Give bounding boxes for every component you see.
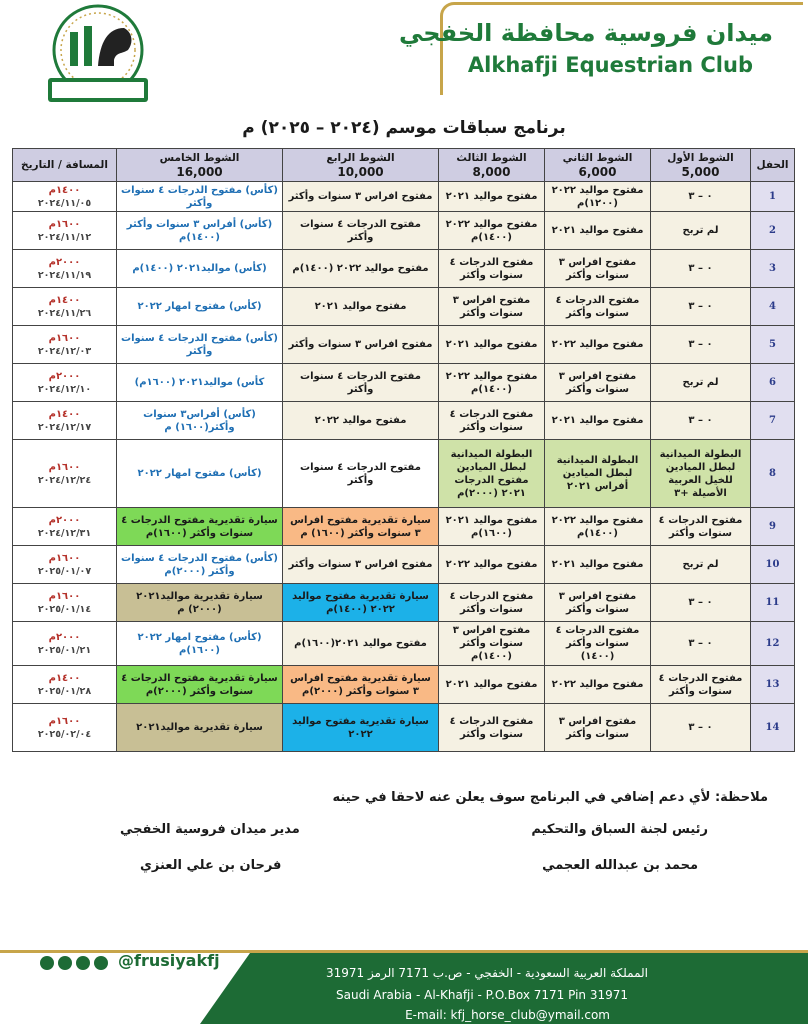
race-4-cell: مفتوح مواليد ٢٠٢١	[283, 288, 439, 326]
race-1-cell: ٠ – ٣	[651, 250, 751, 288]
race-5-cell: سيارة تقديرية مفتوح الدرجات ٤ سنوات وأكثر (٢٠٠٠)م	[117, 666, 283, 704]
table-row	[13, 584, 795, 622]
distance-date-cell	[13, 364, 117, 402]
race-distance: ١٦٠٠م	[48, 218, 81, 230]
race-date: ٢٠٢٥/٠١/٢٨	[37, 685, 92, 697]
race-date: ٢٠٢٤/١١/٠٥	[37, 197, 92, 209]
race-2-cell: مفتوح مواليد ٢٠٢٢ (١٢٠٠)م	[545, 182, 651, 212]
race-distance: ١٦٠٠م	[48, 715, 81, 727]
race-5-cell: (كأس) أفراس٣ سنوات وأكثر(١٦٠٠) م	[117, 402, 283, 440]
race-3-cell: مفتوح مواليد ٢٠٢٢ (١٤٠٠)م	[439, 364, 545, 402]
page-header	[0, 0, 808, 112]
race-2-cell: مفتوح مواليد ٢٠٢١	[545, 546, 651, 584]
race-distance: ١٦٠٠م	[48, 461, 81, 473]
race-2-cell: مفتوح مواليد ٢٠٢١	[545, 402, 651, 440]
race-distance: ١٤٠٠م	[48, 184, 81, 196]
race-3-cell: مفتوح مواليد ٢٠٢١ (١٦٠٠)م	[439, 508, 545, 546]
race-5-cell: (كأس) مواليد٢٠٢١ (١٤٠٠)م	[117, 250, 283, 288]
club-logo	[40, 2, 156, 108]
twitter-icon[interactable]	[58, 956, 72, 970]
race-1-cell: مفتوح الدرجات ٤ سنوات وأكثر	[651, 508, 751, 546]
race-4-cell: سيارة تقديرية مفتوح مواليد ٢٠٢٢ (١٤٠٠)م	[283, 584, 439, 622]
table-row	[13, 402, 795, 440]
race-2-cell: مفتوح مواليد ٢٠٢٢	[545, 666, 651, 704]
header-race-2: الشوط الثاني 6,000	[545, 149, 651, 182]
distance-date-cell	[13, 440, 117, 508]
race-distance: ١٤٠٠م	[48, 294, 81, 306]
race-2-cell: مفتوح مواليد ٢٠٢٢	[545, 326, 651, 364]
race-date: ٢٠٢٤/١٢/٢٤	[37, 474, 92, 486]
club-name-english: Alkhafji Equestrian Club	[467, 53, 753, 77]
event-number: 9	[751, 508, 795, 546]
race-3-cell: مفتوح افراس ٣ سنوات وأكثر (١٤٠٠)م	[439, 622, 545, 666]
event-number: 8	[751, 440, 795, 508]
race-distance: ٢٠٠٠م	[48, 370, 81, 382]
club-name-arabic: ميدان فروسية محافظة الخفجي	[398, 19, 773, 47]
race-5-cell: (كأس) مفتوح امهار ٢٠٢٢ (١٦٠٠)م	[117, 622, 283, 666]
race-distance: ١٦٠٠م	[48, 332, 81, 344]
race-4-cell: سيارة تقديرية مفتوح مواليد ٢٠٢٢	[283, 704, 439, 752]
race-date: ٢٠٢٤/١٢/٣١	[37, 527, 92, 539]
race-4-cell: مفتوح الدرجات ٤ سنوات وأكثر	[283, 440, 439, 508]
race-4-cell: مفتوح مواليد ٢٠٢٢ (١٤٠٠)م	[283, 250, 439, 288]
race-3-cell: مفتوح الدرجات ٤ سنوات وأكثر	[439, 250, 545, 288]
race-date: ٢٠٢٤/١١/١٢	[37, 231, 92, 243]
race-3-cell: مفتوح مواليد ٢٠٢٢	[439, 546, 545, 584]
distance-date-cell	[13, 508, 117, 546]
race-2-cell: مفتوح الدرجات ٤ سنوات وأكثر (١٤٠٠)	[545, 622, 651, 666]
race-1-cell: ٠ – ٣	[651, 402, 751, 440]
race-5-cell: (كأس) أفراس ٣ سنوات وأكثر (١٤٠٠)م	[117, 212, 283, 250]
table-row	[13, 288, 795, 326]
race-3-cell: مفتوح مواليد ٢٠٢١	[439, 182, 545, 212]
distance-date-cell	[13, 704, 117, 752]
race-date: ٢٠٢٤/١٢/١٧	[37, 421, 92, 433]
race-5-cell: سيارة تقديرية مواليد٢٠٢١	[117, 704, 283, 752]
race-committee-title: رئيس لجنة السباق والتحكيم	[531, 822, 708, 837]
race-1-cell: ٠ – ٣	[651, 288, 751, 326]
race-5-cell: (كأس) مفتوح امهار ٢٠٢٢	[117, 440, 283, 508]
club-manager-title: مدير ميدان فروسية الخفجي	[120, 822, 300, 837]
race-distance: ٢٠٠٠م	[48, 514, 81, 526]
event-number: 13	[751, 666, 795, 704]
race-2-cell: مفتوح افراس ٣ سنوات وأكثر	[545, 364, 651, 402]
race-3-cell: مفتوح الدرجات ٤ سنوات وأكثر	[439, 584, 545, 622]
race-3-cell: مفتوح مواليد ٢٠٢١	[439, 666, 545, 704]
race-3-cell: مفتوح افراس ٣ سنوات وأكثر	[439, 288, 545, 326]
event-number: 2	[751, 212, 795, 250]
race-date: ٢٠٢٥/٠١/٢١	[37, 644, 92, 656]
club-name-frame	[398, 2, 803, 95]
table-row	[13, 364, 795, 402]
event-number: 12	[751, 622, 795, 666]
table-row	[13, 326, 795, 364]
race-2-cell: مفتوح افراس ٣ سنوات وأكثر	[545, 584, 651, 622]
race-4-cell: سيارة تقديرية مفتوح افراس ٣ سنوات وأكثر (١٦٠٠) م	[283, 508, 439, 546]
race-2-cell: مفتوح مواليد ٢٠٢٢ (١٤٠٠)م	[545, 508, 651, 546]
event-number: 11	[751, 584, 795, 622]
race-distance: ١٤٠٠م	[48, 672, 81, 684]
race-4-cell: مفتوح افراس ٣ سنوات وأكثر	[283, 182, 439, 212]
race-3-cell: مفتوح مواليد ٢٠٢١	[439, 326, 545, 364]
table-row	[13, 440, 795, 508]
race-2-cell: مفتوح افراس ٣ سنوات وأكثر	[545, 250, 651, 288]
race-date: ٢٠٢٤/١٢/٠٣	[37, 345, 92, 357]
race-1-cell: مفتوح الدرجات ٤ سنوات وأكثر	[651, 666, 751, 704]
club-manager-name: فرحان بن علي العنزي	[140, 858, 282, 873]
race-distance: ١٦٠٠م	[48, 552, 81, 564]
race-2-cell: مفتوح افراس ٣ سنوات وأكثر	[545, 704, 651, 752]
footer-address-arabic: المملكة العربية السعودية - الخفجي - ص.ب 7171 الرمز 31971	[325, 966, 648, 980]
table-row	[13, 546, 795, 584]
distance-date-cell	[13, 326, 117, 364]
social-icons	[40, 955, 112, 974]
race-schedule-table	[12, 148, 795, 752]
social-handle[interactable]: @frusiyakfj	[118, 951, 220, 970]
race-4-cell: مفتوح افراس ٣ سنوات وأكثر	[283, 546, 439, 584]
distance-date-cell	[13, 666, 117, 704]
distance-date-cell	[13, 546, 117, 584]
table-row	[13, 212, 795, 250]
race-1-cell: ٠ – ٣	[651, 182, 751, 212]
footer-email[interactable]: E-mail: kfj_horse_club@ymail.com	[405, 1008, 610, 1022]
header-race-3: الشوط الثالث 8,000	[439, 149, 545, 182]
race-4-cell: مفتوح مواليد ٢٠٢١(١٦٠٠)م	[283, 622, 439, 666]
distance-date-cell	[13, 402, 117, 440]
race-date: ٢٠٢٥/٠٢/٠٤	[37, 728, 92, 740]
race-4-cell: مفتوح افراس ٣ سنوات وأكثر	[283, 326, 439, 364]
event-number: 3	[751, 250, 795, 288]
table-row	[13, 508, 795, 546]
header-race-4: الشوط الرابع 10,000	[283, 149, 439, 182]
race-date: ٢٠٢٥/٠١/٠٧	[37, 565, 92, 577]
distance-date-cell	[13, 182, 117, 212]
table-row	[13, 250, 795, 288]
race-2-cell: البطولة الميدانية لبطل الميادين أفراس ٢٠٢١	[545, 440, 651, 508]
page-title: برنامج سباقات موسم (٢٠٢٤ – ٢٠٢٥) م	[242, 118, 566, 138]
race-date: ٢٠٢٤/١١/٢٦	[37, 307, 92, 319]
race-3-cell: مفتوح الدرجات ٤ سنوات وأكثر	[439, 402, 545, 440]
race-date: ٢٠٢٥/٠١/١٤	[37, 603, 92, 615]
instagram-icon[interactable]	[76, 956, 90, 970]
race-1-cell: لم تربح	[651, 364, 751, 402]
race-date: ٢٠٢٤/١٢/١٠	[37, 383, 92, 395]
race-1-cell: ٠ – ٣	[651, 704, 751, 752]
header-race-5: الشوط الخامس 16,000	[117, 149, 283, 182]
table-row	[13, 704, 795, 752]
race-5-cell: سيارة تقديرية مواليد٢٠٢١ (٢٠٠٠) م	[117, 584, 283, 622]
race-5-cell: (كأس) مفتوح الدرجات ٤ سنوات وأكثر	[117, 326, 283, 364]
race-1-cell: ٠ – ٣	[651, 584, 751, 622]
event-number: 7	[751, 402, 795, 440]
race-4-cell: مفتوح الدرجات ٤ سنوات وأكثر	[283, 212, 439, 250]
event-number: 14	[751, 704, 795, 752]
event-number: 6	[751, 364, 795, 402]
table-header-row	[13, 149, 795, 182]
race-5-cell: (كأس) مفتوح الدرجات ٤ سنوات وأكثر	[117, 182, 283, 212]
race-5-cell: سيارة تقديرية مفتوح الدرجات ٤ سنوات وأكثر (١٦٠٠)م	[117, 508, 283, 546]
race-date: ٢٠٢٤/١١/١٩	[37, 269, 92, 281]
event-number: 1	[751, 182, 795, 212]
table-row	[13, 666, 795, 704]
event-number: 4	[751, 288, 795, 326]
event-number: 10	[751, 546, 795, 584]
race-3-cell: البطولة الميدانية لبطل الميادين مفتوح الدرجات ٢٠٢١ (٢٠٠٠)م	[439, 440, 545, 508]
header-distance-date: المسافة / التاريخ	[13, 149, 117, 182]
race-distance: ١٤٠٠م	[48, 408, 81, 420]
distance-date-cell	[13, 622, 117, 666]
race-1-cell: ٠ – ٣	[651, 326, 751, 364]
race-4-cell: مفتوح مواليد ٢٠٢٢	[283, 402, 439, 440]
race-distance: ٢٠٠٠م	[48, 631, 81, 643]
race-4-cell: سيارة تقديرية مفتوح افراس ٣ سنوات وأكثر (٢٠٠٠)م	[283, 666, 439, 704]
race-distance: ٢٠٠٠م	[48, 256, 81, 268]
race-3-cell: مفتوح الدرجات ٤ سنوات وأكثر	[439, 704, 545, 752]
race-4-cell: مفتوح الدرجات ٤ سنوات وأكثر	[283, 364, 439, 402]
header-race-1: الشوط الأول 5,000	[651, 149, 751, 182]
race-distance: ١٦٠٠م	[48, 590, 81, 602]
snapchat-icon[interactable]	[40, 956, 54, 970]
race-3-cell: مفتوح مواليد ٢٠٢٢ (١٤٠٠)م	[439, 212, 545, 250]
distance-date-cell	[13, 584, 117, 622]
schedule-note: ملاحظة: لأي دعم إضافي في البرنامج سوف يعلن عنه لاحقا في حينه	[332, 790, 768, 805]
whatsapp-icon[interactable]	[94, 956, 108, 970]
table-row	[13, 182, 795, 212]
race-5-cell: كأس) مواليد٢٠٢١ (١٦٠٠م)	[117, 364, 283, 402]
table-row	[13, 622, 795, 666]
header-event: الحفل	[751, 149, 795, 182]
race-1-cell: ٠ – ٣	[651, 622, 751, 666]
event-number: 5	[751, 326, 795, 364]
race-1-cell: لم تربح	[651, 212, 751, 250]
race-5-cell: (كأس) مفتوح امهار ٢٠٢٢	[117, 288, 283, 326]
distance-date-cell	[13, 212, 117, 250]
race-1-cell: البطولة الميدانية لبطل الميادين للخيل العربية الأصيلة +٣	[651, 440, 751, 508]
footer-address-english: Saudi Arabia - Al-Khafji - P.O.Box 7171 Pin 31971	[336, 988, 628, 1002]
race-committee-name: محمد بن عبدالله العجمي	[542, 858, 698, 873]
race-1-cell: لم تربح	[651, 546, 751, 584]
race-5-cell: (كأس) مفتوح الدرجات ٤ سنوات وأكثر (٢٠٠٠)م	[117, 546, 283, 584]
distance-date-cell	[13, 288, 117, 326]
race-2-cell: مفتوح الدرجات ٤ سنوات وأكثر	[545, 288, 651, 326]
race-2-cell: مفتوح مواليد ٢٠٢١	[545, 212, 651, 250]
distance-date-cell	[13, 250, 117, 288]
